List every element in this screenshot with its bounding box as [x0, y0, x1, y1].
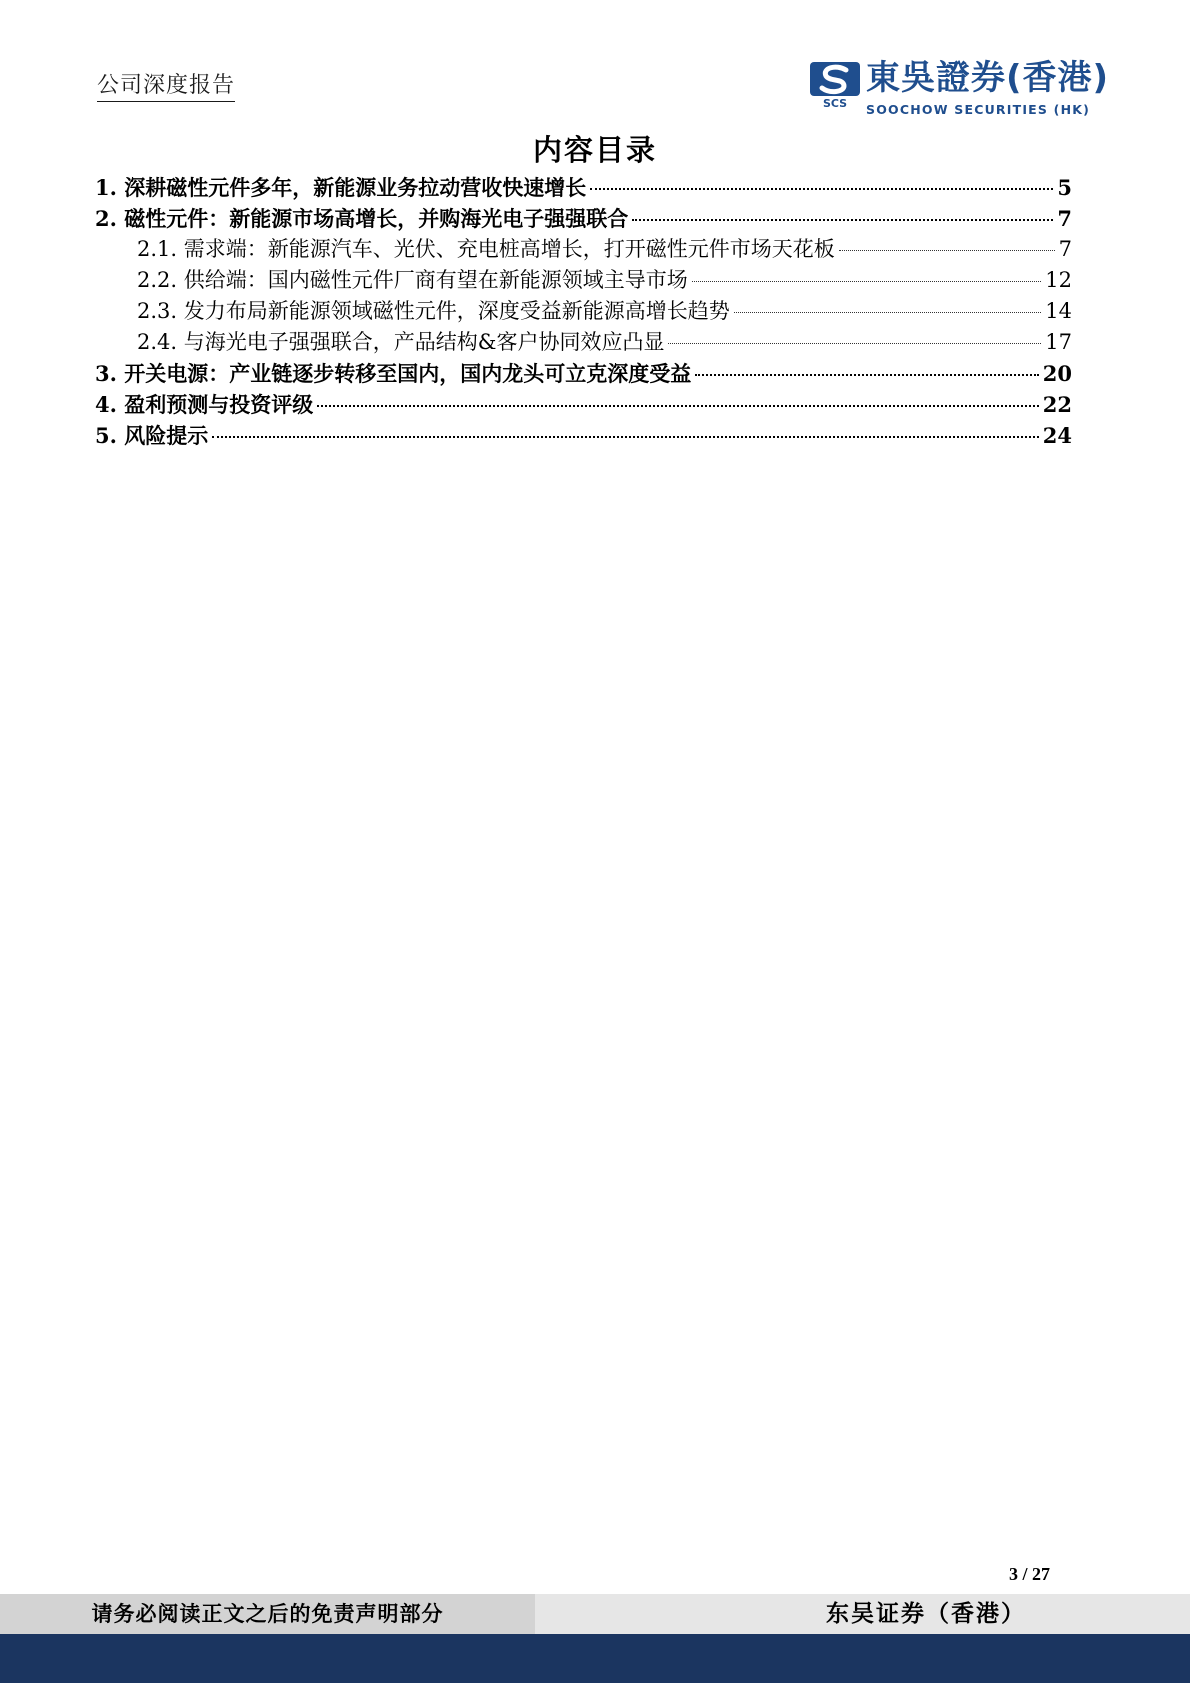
toc-dot-leader [632, 219, 1053, 221]
toc-dot-leader [839, 250, 1055, 251]
toc-entry-text: 3. 开关电源：产业链逐步转移至国内，国内龙头可立克深度受益 [95, 361, 692, 386]
toc-title: 内容目录 [532, 133, 657, 167]
toc-subentry[interactable] [95, 234, 1072, 265]
toc-entry-page: 22 [1042, 392, 1072, 417]
company-logo [810, 58, 1110, 120]
toc-entry-page: 20 [1042, 361, 1072, 386]
toc-dot-leader [317, 405, 1039, 407]
toc-entry-text: 2.1. 需求端：新能源汽车、光伏、充电桩高增长，打开磁性元件市场天花板 [137, 237, 835, 261]
toc-dot-leader [695, 374, 1039, 376]
toc-entry-text: 2.4. 与海光电子强强联合，产品结构&客户协同效应凸显 [137, 330, 665, 354]
toc-dot-leader [734, 312, 1042, 313]
toc-entry-text: 1. 深耕磁性元件多年，新能源业务拉动营收快速增长 [95, 175, 587, 200]
toc-entry-text: 2.3. 发力布局新能源领域磁性元件，深度受益新能源高增长趋势 [137, 299, 730, 323]
toc-entry-page: 24 [1042, 423, 1072, 448]
toc-entry-page: 17 [1045, 330, 1072, 354]
table-of-contents [95, 172, 1072, 451]
toc-entry-text: 5. 风险提示 [95, 423, 209, 448]
svg-text:SCS: SCS [822, 97, 848, 108]
report-type-label: 公司深度报告 [97, 72, 235, 102]
footer [0, 1594, 1190, 1634]
toc-dot-leader [212, 436, 1039, 438]
toc-entry[interactable] [95, 358, 1072, 389]
toc-entry-page: 5 [1057, 175, 1072, 200]
footer-color-bar [0, 1634, 1190, 1683]
toc-entry-page: 7 [1057, 206, 1072, 231]
toc-entry-page: 12 [1045, 268, 1072, 292]
toc-subentry[interactable] [95, 327, 1072, 358]
scs-logo-icon [810, 62, 860, 108]
toc-entry-text: 2. 磁性元件：新能源市场高增长，并购海光电子强强联合 [95, 206, 629, 231]
page-number: 3 / 27 [1009, 1564, 1051, 1584]
toc-entry[interactable] [95, 420, 1072, 451]
logo-name-cn: 東吳證券(香港) [866, 58, 1110, 98]
toc-entry-text: 2.2. 供给端：国内磁性元件厂商有望在新能源领域主导市场 [137, 268, 688, 292]
toc-subentry[interactable] [95, 265, 1072, 296]
toc-entry[interactable] [95, 172, 1072, 203]
toc-entry-page: 14 [1045, 299, 1072, 323]
footer-company-name: 东吴证券（香港） [826, 1600, 1026, 1627]
toc-dot-leader [668, 343, 1041, 344]
toc-dot-leader [692, 281, 1042, 282]
toc-entry[interactable] [95, 389, 1072, 420]
toc-entry-text: 4. 盈利预测与投资评级 [95, 392, 314, 417]
toc-subentry[interactable] [95, 296, 1072, 327]
toc-entry[interactable] [95, 203, 1072, 234]
logo-name-en: SOOCHOW SECURITIES (HK) [866, 102, 1091, 117]
toc-dot-leader [590, 188, 1053, 190]
toc-entry-page: 7 [1058, 237, 1072, 261]
footer-disclaimer: 请务必阅读正文之后的免责声明部分 [91, 1601, 444, 1626]
